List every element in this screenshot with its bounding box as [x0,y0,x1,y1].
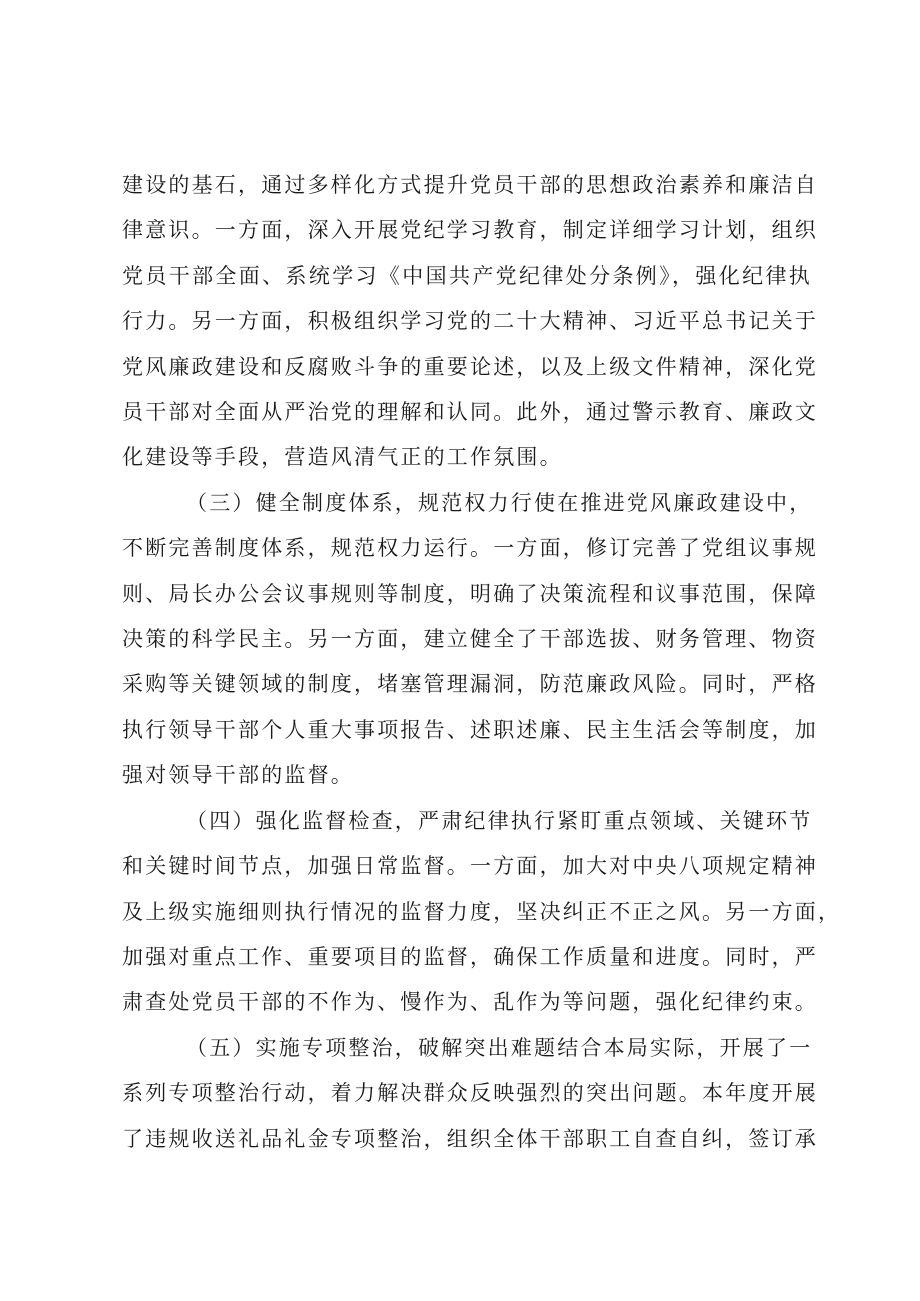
text-line: 及上级实施细则执行情况的监督力度，坚决纠正不正之风。另一方面， [122,899,842,924]
text-line: 员干部对全面从严治党的理解和认同。此外，通过警示教育、廉政文 [122,400,818,425]
paragraph-intro-continuation [122,163,818,481]
paragraph-section-5 [122,1026,818,1162]
section-heading-line: （三）健全制度体系，规范权力行使在推进党风廉政建设中， [186,490,813,515]
text-line: 党员干部全面、系统学习《中国共产党纪律处分条例》，强化纪律执 [122,263,812,288]
paragraph-section-3 [122,481,818,799]
paragraph-section-4 [122,799,842,1026]
text-line: 化建设等手段，营造风清气正的工作氛围。 [122,445,563,470]
text-line: 律意识。一方面，深入开展党纪学习教育，制定详细学习计划，组织 [122,218,818,243]
text-line: 不断完善制度体系，规范权力运行。一方面，修订完善了党组议事规 [122,536,818,561]
text-line: 党风廉政建设和反腐败斗争的重要论述，以及上级文件精神，深化党 [122,354,818,379]
text-line: 和关键时间节点，加强日常监督。一方面，加大对中央八项规定精神 [122,854,818,879]
text-line: 加强对重点工作、重要项目的监督，确保工作质量和进度。同时，严 [122,944,818,969]
text-line: 执行领导干部个人重大事项报告、述职述廉、民主生活会等制度，加 [122,717,818,742]
text-line: 则、局长办公会议事规则等制度，明确了决策流程和议事范围，保障 [122,581,818,606]
text-line: 肃查处党员干部的不作为、慢作为、乱作为等问题，强化纪律约束。 [122,990,818,1015]
text-line: 了违规收送礼品礼金专项整治，组织全体干部职工自查自纠，签订承 [122,1126,818,1151]
text-line: 行力。另一方面，积极组织学习党的二十大精神、习近平总书记关于 [122,309,818,334]
text-line: 系列专项整治行动，着力解决群众反映强烈的突出问题。本年度开展 [122,1081,818,1106]
text-line: 建设的基石，通过多样化方式提升党员干部的思想政治素养和廉洁自 [122,173,818,197]
document-body [122,163,842,1162]
text-line: 采购等关键领域的制度，堵塞管理漏洞，防范廉政风险。同时，严格 [122,672,818,697]
section-heading-line: （四）强化监督检查，严肃纪律执行紧盯重点领域、关键环节 [186,808,813,833]
text-line: 决策的科学民主。另一方面，建立健全了干部选拔、财务管理、物资 [122,627,818,652]
section-heading-line: （五）实施专项整治，破解突出难题结合本局实际，开展了一 [186,1035,813,1060]
text-line: 强对领导干部的监督。 [122,763,354,788]
